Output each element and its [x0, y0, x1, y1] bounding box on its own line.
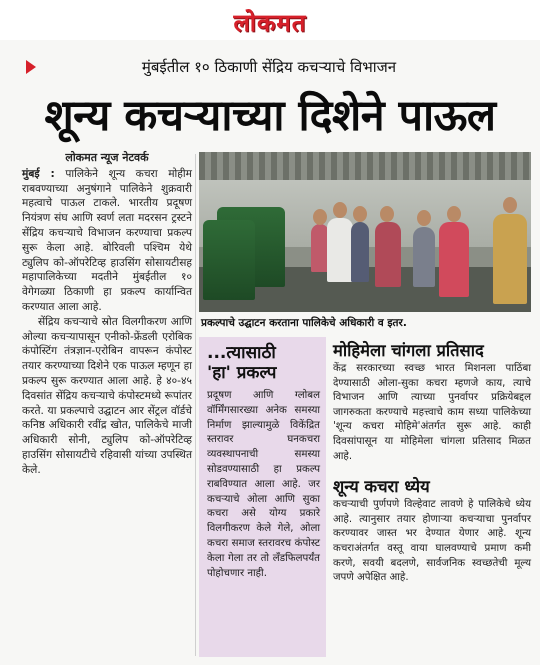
article-paragraph-2: सेंद्रिय कचऱ्याचे स्रोत विलगीकरण आणि ओल्या कचऱ्यापासून एनीको-फ्रेंडली एरोबिक कंपोस्टिंग तंत्रज्ञान-एरोबिन वापरून कंपोस्ट तयार करण्याच्या दिशेने एक पाऊल म्हणून हा प्रकल्प सुरू करण्यात आला आहे. हे ४०-४५ दिवसांत सेंद्रिय कचऱ्याचे कंपोस्टमध्ये रूपांतर करते. या प्रकल्पाचे उद्घाटन आर सेंट्रल वॉर्डचे कनिष्ठ अधिकारी रवींद्र खोत, पालिकेचे माजी अधिकारी सोनी, ट्युलिप को-ऑपरेटिव्ह हाउसिंग सोसायटीचे रहिवासी यांच्या उपस्थित केले. [22, 315, 192, 476]
lokmat-logo: लोकमत [233, 9, 307, 37]
byline: लोकमत न्यूज नेटवर्क [65, 151, 149, 164]
dateline: मुंबई : [22, 167, 55, 180]
person [327, 218, 353, 282]
person [493, 214, 527, 304]
section-heading-response: मोहिमेला चांगला प्रतिसाद [333, 341, 484, 360]
main-article [22, 151, 192, 657]
masthead [0, 0, 540, 40]
column-divider [195, 154, 196, 656]
kicker-line [20, 56, 518, 78]
sidebar-title-line-1: ...त्यासाठी [207, 343, 276, 363]
person [413, 227, 435, 287]
photo-caption: प्रकल्पाचे उद्घाटन करताना पालिकेचे अधिकारी व इतर. [201, 317, 407, 329]
person [439, 222, 469, 297]
kicker-text: मुंबईतील १० ठिकाणी सेंद्रिय कचऱ्याचे विभाजन [141, 58, 397, 76]
person [375, 222, 401, 287]
section-body-response: केंद्र सरकारच्या स्वच्छ भारत मिशनला पाठिंबा देण्यासाठी ओला-सुका कचरा म्हणजे काय, त्याचे विभाजन आणि त्याच्या पुनर्वापर प्रक्रियेबद्दल जागरुकता करण्याचे महत्त्वाचे काम सध्या पालिकेच्या 'शून्य कचरा मोहिमे'अंतर्गत सुरू आहे. काही दिवसांपासून या मोहिमेला चांगला प्रतिसाद मिळत आहे. [333, 363, 531, 462]
headline: शून्य कचऱ्याच्या दिशेने पाऊल [44, 91, 496, 141]
news-photo [199, 152, 531, 312]
red-arrow-icon [26, 60, 36, 74]
section-heading-zero-waste: शून्य कचरा ध्येय [333, 477, 430, 497]
compost-bin [203, 220, 255, 300]
sidebar-title-line-2: 'हा' प्रकल्प [207, 363, 277, 383]
section-body-zero-waste: कचऱ्याची पुर्णपणे विल्हेवाट लावणे हे पालिकेचे ध्येय आहे. त्यानुसार तयार होणाऱ्या कचऱ्याचा पुनर्वापर करण्यावर जास्त भर देण्यात येणार आहे. शून्य कचराअंतर्गत वस्तू वाया घालवण्याचे प्रमाण कमी करणे, सवयी बदलणे, सार्वजनिक स्वच्छतेची मूल्य जपणे अपेक्षित आहे. [333, 499, 531, 584]
right-column [333, 340, 531, 658]
sidebar-box [199, 337, 326, 657]
article-paragraph-1 [22, 167, 192, 315]
sidebar-body: प्रदूषण आणि ग्लोबल वॉर्मिंगसारख्या अनेक समस्या निर्माण झाल्यामुळे विकेंद्रित स्तरावर घनकचरा व्यवस्थापनाची समस्या सोडवण्यासाठी हा प्रकल्प राबविण्यात आला आहे. जर कचऱ्याचे ओला आणि सुका कचरा असे योग्य प्रकारे विलगीकरण केले गेले, ओला कचरा समाज स्तरावरच कंपोस्ट केला गेला तर तो लँडफिलपर्यंत पोहोचणार नाही. [207, 390, 320, 579]
person [351, 222, 369, 282]
paragraph-1-text: पालिकेने शून्य कचरा मोहीम राबवण्याच्या अनुषंगाने पालिकेने शुक्रवारी महत्वाचे पाऊल टाकले. भारतीय प्रदूषण नियंत्रण संघ आणि स्वर्ण लता मदरसन ट्रस्टने सेंद्रिय कचऱ्याचे विभाजन करण्याचा प्रकल्प सुरू केला आहे. बोरिवली पश्चिम येथे ट्युलिप को-ऑपरेटिव्ह हाउसिंग सोसायटीसह महापालिकेच्या मदतीने मुंबईतील १० वेगेगळ्या ठिकाणी हा प्रकल्प कार्यान्वित करण्यात आला आहे. [22, 167, 192, 313]
